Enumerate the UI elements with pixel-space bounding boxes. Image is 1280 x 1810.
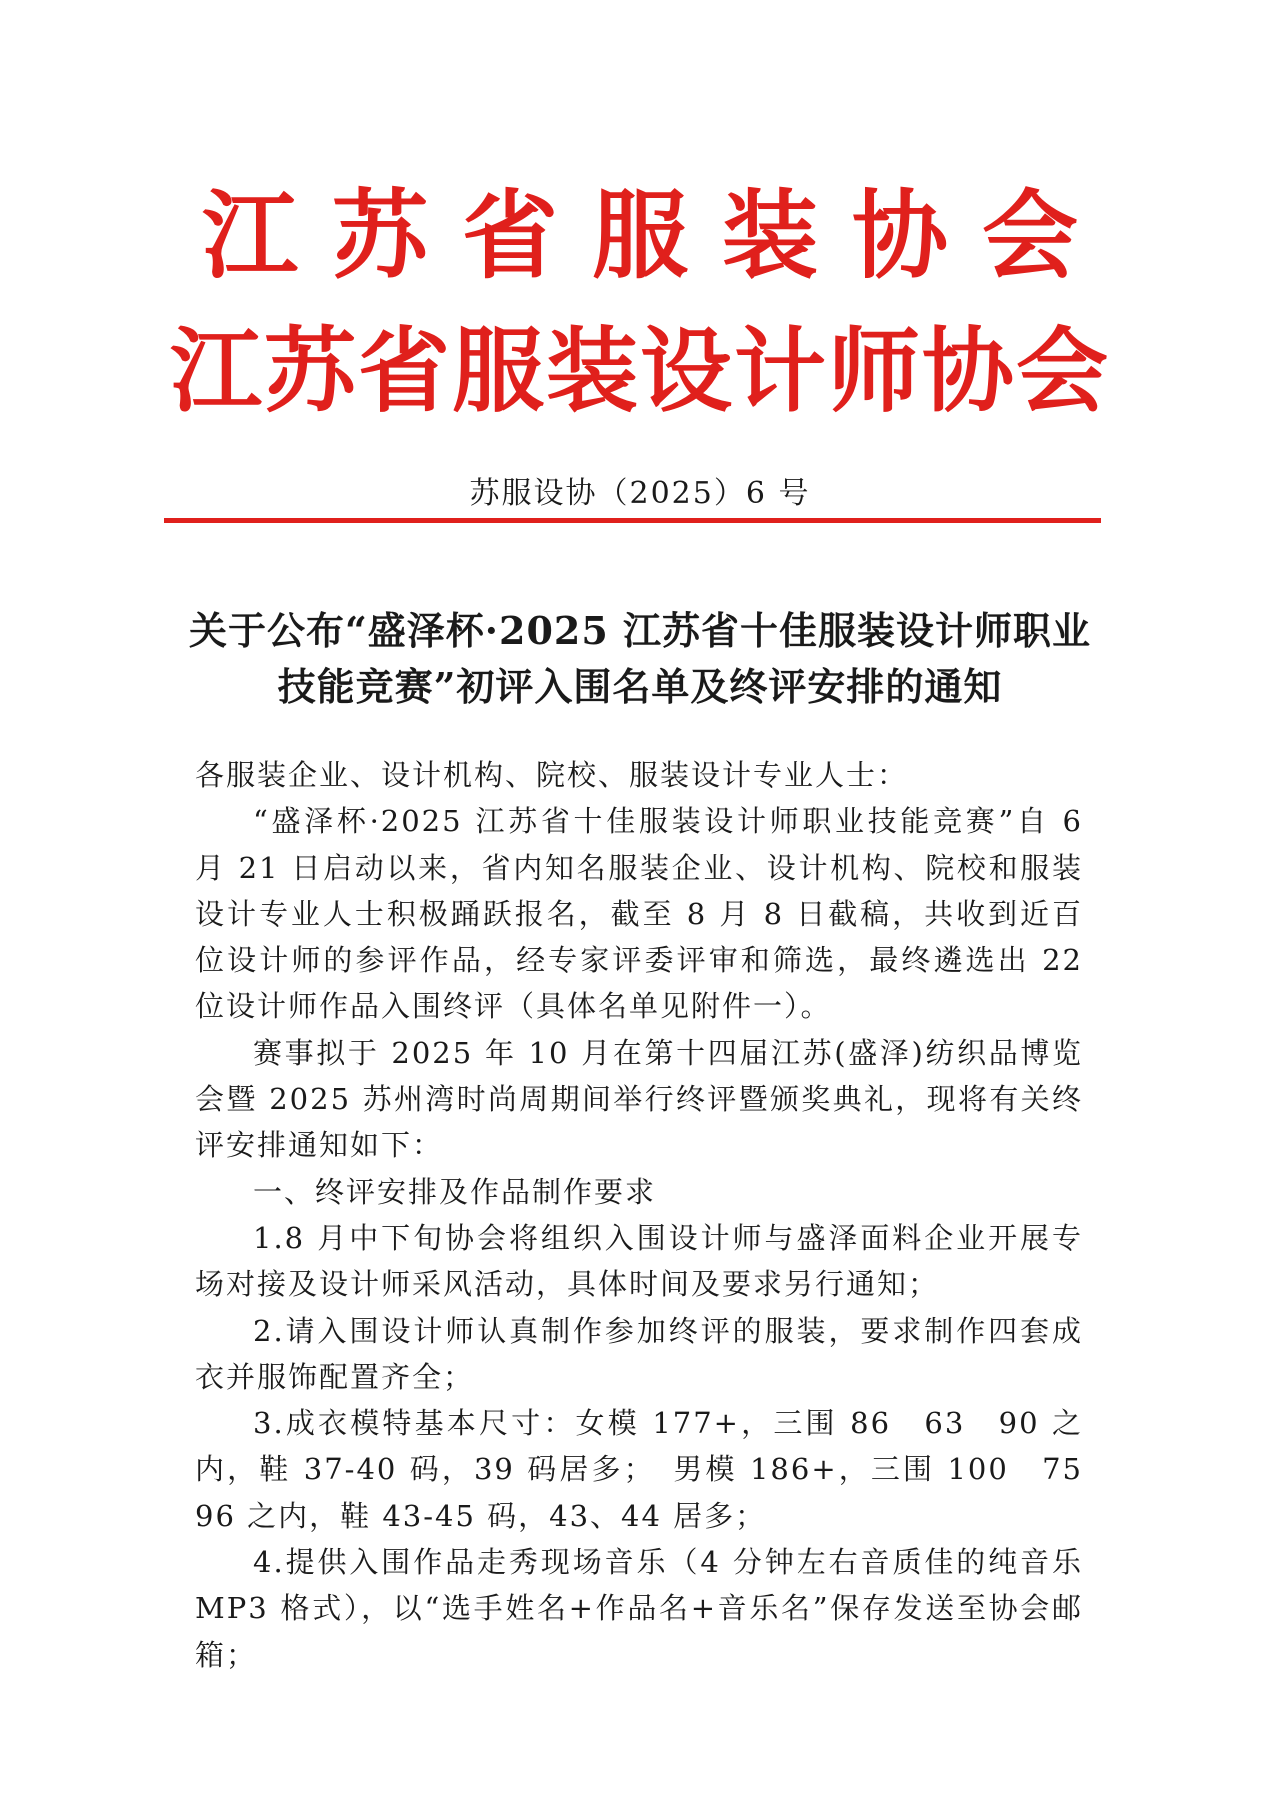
list-item: 4.提供入围作品走秀现场音乐（4 分钟左右音质佳的纯音乐 MP3 格式），以“选手姓名+作品名+音乐名”保存发送至协会邮箱； bbox=[195, 1545, 1083, 1672]
document-number: 苏服设协（2025）6 号 bbox=[469, 476, 811, 511]
section-heading: 一、终评安排及作品制作要求 bbox=[253, 1174, 657, 1209]
paragraph-schedule: 赛事拟于 2025 年 10 月在第十四届江苏(盛泽)纺织品博览会暨 2025 苏州湾时尚周期间举行终评暨颁奖典礼，现将有关终评安排通知如下： bbox=[195, 1035, 1083, 1163]
notice-title-line-2: 技能竞赛”初评入围名单及终评安排的通知 bbox=[277, 664, 1003, 709]
list-item: 3.成衣模特基本尺寸：女模 177+，三围 86 63 90 之内，鞋 37-40 码，39 码居多； 男模 186+，三围 100 75 96 之内，鞋 43-45 码，43、44 居多； bbox=[195, 1406, 1115, 1533]
list-item: 2.请入围设计师认真制作参加终评的服装，要求制作四套成衣并服饰配置齐全； bbox=[195, 1313, 1083, 1394]
notice-title-line-1: 关于公布“盛泽杯·2025 江苏省十佳服装设计师职业 bbox=[188, 608, 1092, 653]
list-item: 1.8 月中下旬协会将组织入围设计师与盛泽面料企业开展专场对接及设计师采风活动，具体时间及要求另行通知； bbox=[195, 1220, 1083, 1302]
notice-body bbox=[195, 752, 1115, 1678]
organization-name-1: 江苏省服装协会 bbox=[202, 179, 1112, 292]
header-divider bbox=[164, 518, 1101, 523]
paragraph-intro: “盛泽杯·2025 江苏省十佳服装设计师职业技能竞赛”自 6 月 21 日启动以来，省内知名服装企业、设计机构、院校和服装设计专业人士积极踊跃报名，截至 8 月 8 日截稿，共收到近百位设计师的参评作品，经专家评委评审和筛选，最终遴选出 22 位设计师作品入围终评（具体名单见附件一）。 bbox=[195, 804, 1083, 1024]
organization-name-2: 江苏省服装设计师协会 bbox=[169, 317, 1110, 425]
salutation: 各服装企业、设计机构、院校、服装设计专业人士： bbox=[195, 758, 909, 792]
